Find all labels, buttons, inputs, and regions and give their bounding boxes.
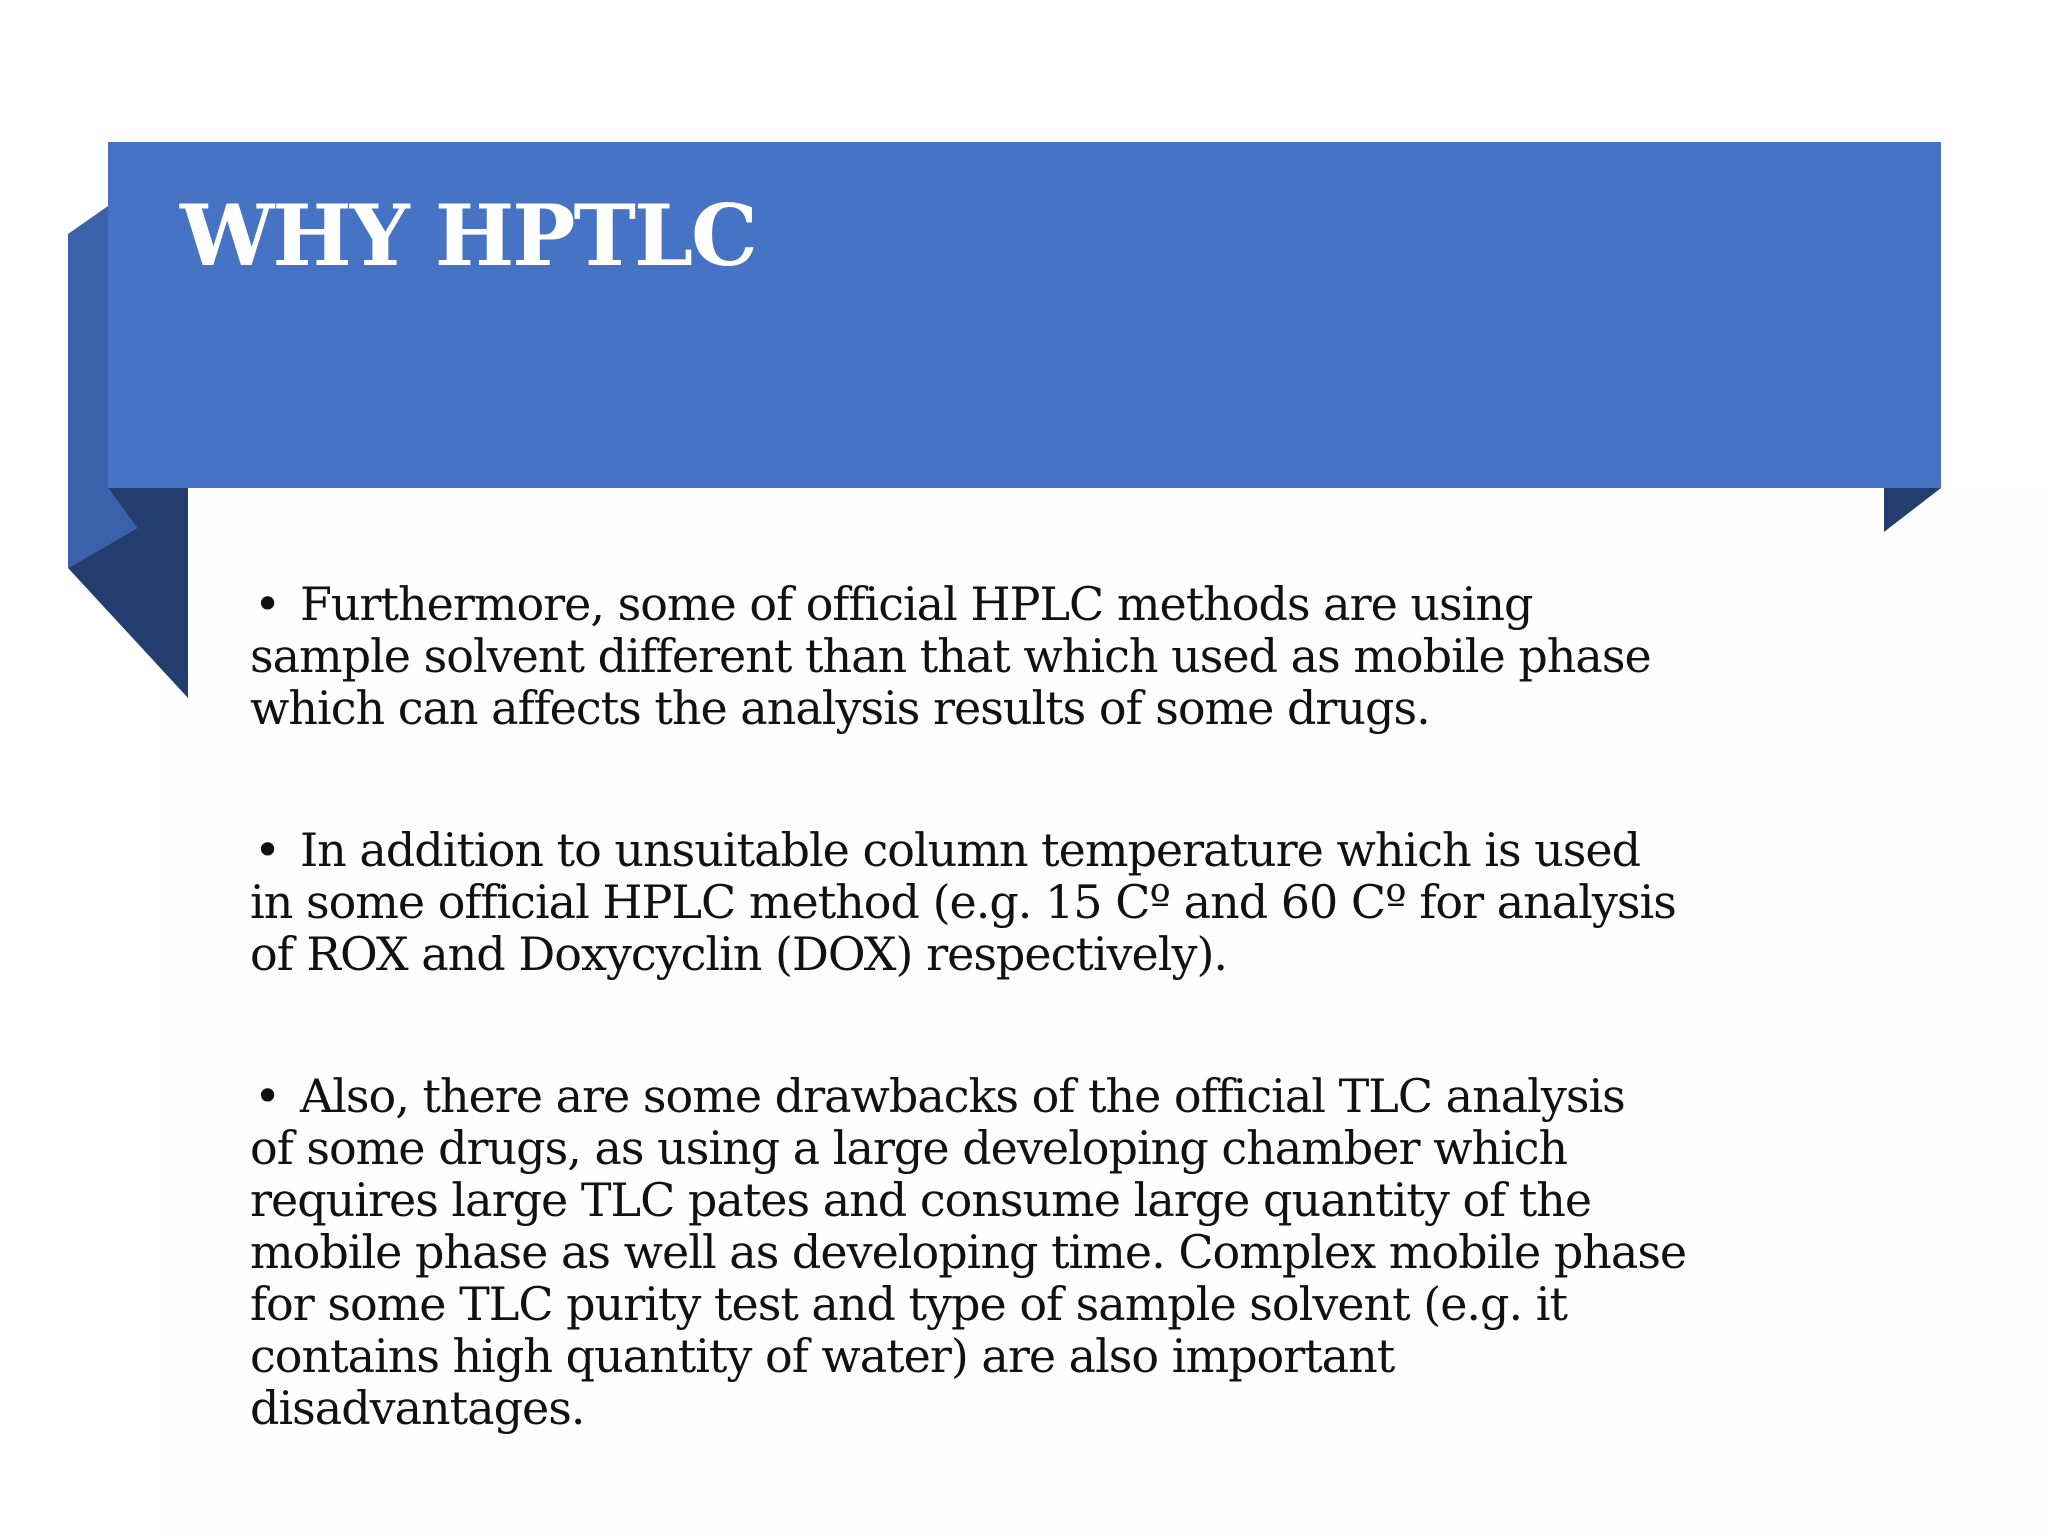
bullet-list bbox=[250, 578, 1870, 1434]
bullet-item bbox=[250, 1070, 1870, 1434]
bullet-text: In addition to unsuitable column temperature which is used in some official HPLC method (e.g. 15 Cº and 60 Cº for analysis of ROX and Doxycyclin (DOX) respectively). bbox=[250, 823, 1676, 981]
slide-title: WHY HPTLC bbox=[180, 186, 756, 285]
bullet-marker: • bbox=[254, 577, 281, 631]
bullet-marker: • bbox=[254, 1069, 281, 1123]
bullet-text: Furthermore, some of official HPLC methods are using sample solvent different than that which used as mobile phase which can affects the analysis results of some drugs. bbox=[250, 577, 1651, 735]
bullet-text: Also, there are some drawbacks of the official TLC analysis of some drugs, as using a large developing chamber which requires large TLC pates and consume large quantity of the mobile phase as well as developing time. Complex mobile phase for some TLC purity test and type of sample solvent (e.g. it contains high quantity of water) are also important disadvantages. bbox=[250, 1069, 1687, 1435]
bullet-marker: • bbox=[254, 823, 281, 877]
title-banner bbox=[108, 142, 1941, 488]
bullet-item bbox=[250, 578, 1870, 734]
bullet-item bbox=[250, 824, 1870, 980]
